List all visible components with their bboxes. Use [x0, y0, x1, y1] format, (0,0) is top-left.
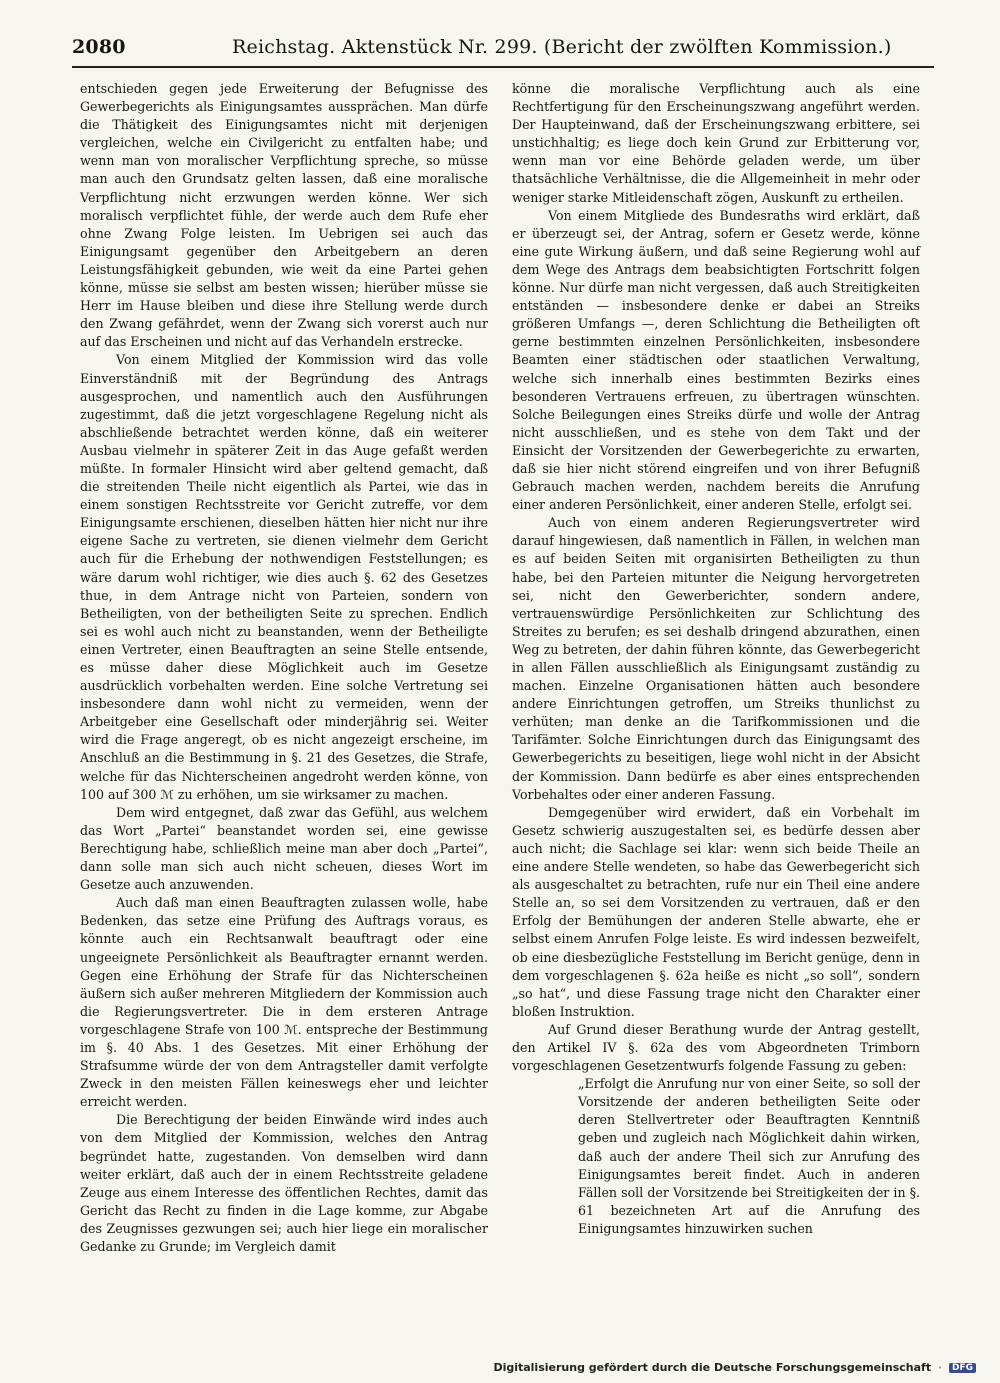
paragraph: Von einem Mitgliede des Bundesraths wird erklärt, daß er überzeugt sei, der Antrag, sofern er Gesetz werde, könne eine gute Wirkung äußern, und daß seine Regierung wohl auf dem Wege des Antrags dem beabsichtigten Fortschritt folgen könne. Nur dürfe man nicht vergessen, daß auch Streitigkeiten entständen — insbesondere denke er dabei an Streiks größeren Umfangs —, deren Schlichtung die Betheiligten oft gerne bestimmten einzelnen Persönlichkeiten, insbesondere Beamten einer städtischen oder staatlichen Verwaltung, welche sich innerhalb eines bestimmten Bezirks eines besonderen Vertrauens erfreuen, zu übertragen wünschten. Solche Beilegungen eines Streiks dürfe und wolle der Antrag nicht ausschließen, und es stehe von dem Takt und der Einsicht der Vorsitzenden der Gewerbegerichte zu erwarten, daß sie hier nicht störend eingreifen und von ihrer Befugniß Gebrauch machen werden, nachdem bereits die Anrufung einer anderen Persönlichkeit, einer anderen Stelle, erfolgt sei. — [512, 207, 920, 513]
footer-separator: · — [937, 1361, 943, 1374]
paragraph: Die Berechtigung der beiden Einwände wird indes auch von dem Mitglied der Kommission, welches den Antrag begründet hatte, zugestanden. Von demselben wird dann weiter erklärt, daß auch der in einem Rechtsstreite geladene Zeuge aus einem Interesse des öffentlichen Rechtes, damit das Gericht das Recht zu finden in die Lage komme, zur Abgabe des Zeugnisses gezwungen sei; auch hier liege ein moralischer Gedanke zu Grunde; im Vergleich damit — [80, 1112, 488, 1254]
paragraph: „Erfolgt die Anrufung nur von einer Seite, so soll der Vorsitzende der anderen betheiligten Seite oder deren Stellvertreter oder Beauftragten Kenntniß geben und zugleich nach Möglichkeit dahin wirken, daß auch der andere Theil sich zur Anrufung des Einigungsamtes bereit findet. Auch in anderen Fällen soll der Vorsitzende bei Streitigkeiten der in §. 61 bezeichneten Art auf die Anrufung des Einigungsamtes hinzuwirken suchen — [578, 1076, 920, 1236]
header-rule — [72, 66, 934, 68]
footer-credit — [493, 1361, 976, 1374]
left-column — [80, 80, 488, 1256]
paragraph: Demgegenüber wird erwidert, daß ein Vorbehalt im Gesetz schwierig auszugestalten sei, es bedürfe dessen aber auch nicht; die Sachlage sei klar: wenn sich beide Theile an eine andere Stelle wendeten, so habe das Gewerbegericht sich als ausgeschaltet zu betrachten, rufe nur ein Theil eine andere Stelle an, so sei dem Vorsitzenden zu vertrauen, daß er den Erfolg der Bemühungen der anderen Stelle abwarte, ehe er selbst einem Anrufen Folge leiste. Es wird indessen bezweifelt, ob eine diesbezügliche Feststellung im Bericht genüge, denn in dem vorgeschlagenen §. 62a heiße es nicht „so soll“, sondern „so hat“, und diese Fassung trage nicht den Charakter einer bloßen Instruktion. — [512, 804, 920, 1019]
dfg-logo-icon: DFG — [949, 1363, 976, 1373]
paragraph: Auch daß man einen Beauftragten zulassen wolle, habe Bedenken, das setze eine Prüfung des Auftrags voraus, es könnte auch ein Rechtsanwalt beauftragt oder eine ungeeignete Persönlichkeit als Beauftragter ernannt werden. Gegen eine Erhöhung der Strafe für das Nichterscheinen äußern sich außer mehreren Mitgliedern der Kommission auch die Regierungsvertreter. Die in dem ersteren Antrage vorgeschlagene Strafe von 100 ℳ. entspreche der Bestimmung im §. 40 Abs. 1 des Gesetzes. Mit einer Erhöhung der Strafsumme würde der von dem Antragsteller damit verfolgte Zweck in den meisten Fällen keineswegs eher und leichter erreicht werden. — [80, 895, 488, 1110]
page-number: 2080 — [72, 36, 126, 58]
paragraph: entschieden gegen jede Erweiterung der Befugnisse des Gewerbegerichts als Einigungsamtes aussprächen. Man dürfe die Thätigkeit des Einigungsamtes nicht mit derjenigen vergleichen, welche ein Civilgericht zu entfalten habe; und wenn man von moralischer Verpflichtung spreche, so müsse man auch den Grundsatz gelten lassen, daß eine moralische Verpflichtung nicht erzwungen werden könne. Wer sich moralisch verpflichtet fühle, der werde auch dem Rufe eher ohne Zwang Folge leisten. Im Uebrigen sei auch das Einigungsamt gegenüber den Arbeitgebern an deren Leistungsfähigkeit gebunden, wie weit da eine Partei gehen könne, müsse sie selbst am besten wissen; hierüber müsse sie Herr im Hause bleiben und diese ihre Stellung werde durch den Zwang gefährdet, wenn der Zwang sich vorerst auch nur auf das Erscheinen und nicht auf das Verhandeln erstrecke. — [80, 81, 488, 350]
footer-text: Digitalisierung gefördert durch die Deutsche Forschungsgemeinschaft — [493, 1361, 932, 1374]
paragraph: Auf Grund dieser Berathung wurde der Antrag gestellt, den Artikel IV §. 62a des vom Abgeordneten Trimborn vorgeschlagenen Gesetzentwurfs folgende Fassung zu geben: — [512, 1021, 920, 1074]
paragraph: könne die moralische Verpflichtung auch als eine Rechtfertigung für den Erscheinungszwang angeführt werden. Der Haupteinwand, daß der Erscheinungszwang erbittere, sei unstichhaltig; es liege doch kein Grund zur Erbitterung vor, wenn man vor eine Behörde geladen werde, um über thatsächliche Verhältnisse, die die Allgemeinheit in mehr oder weniger starke Mitleidenschaft zögen, Auskunft zu ertheilen. — [512, 81, 920, 205]
page-header — [72, 34, 934, 64]
right-column — [512, 80, 920, 1238]
paragraph: Von einem Mitglied der Kommission wird das volle Einverständniß mit der Begründung des Antrags ausgesprochen, und namentlich auch den Ausführungen zugestimmt, daß die jetzt vorgeschlagene Regelung nicht als abschließende betrachtet werden könne, daß ein weiterer Ausbau vielmehr in späterer Zeit in das Auge gefaßt werden müßte. In formaler Hinsicht wird aber geltend gemacht, daß die streitenden Theile nicht eigentlich als Partei, wie das in einem sonstigen Rechtsstreite vor Gericht zutreffe, vor dem Einigungsamte erschienen, dieselben hätten hier nicht nur ihre eigene Sache zu vertreten, sie dienen vielmehr dem Gericht auch für die Erhebung der nothwendigen Feststellungen; es wäre darum wohl richtiger, wie dies auch §. 62 des Gesetzes thue, in dem Antrage nicht von Parteien, sondern von Betheiligten, von der betheiligten Seite zu sprechen. Endlich sei es wohl auch nicht zu beanstanden, wenn der Betheiligte einen Vertreter, einen Beauftragten an seine Stelle entsende, es müsse daher diese Möglichkeit auch im Gesetze ausdrücklich vorbehalten werden. Eine solche Vertretung sei insbesondere dann wohl nicht zu vermeiden, wenn der Arbeitgeber eine Gesellschaft oder minderjährig sei. Weiter wird die Frage angeregt, ob es nicht angezeigt erscheine, im Anschluß an die Bestimmung in §. 21 des Gesetzes, die Strafe, welche für das Nichterscheinen angedroht werden könne, von 100 auf 300 ℳ zu erhöhen, um sie wirksamer zu machen. — [80, 352, 488, 802]
running-title: Reichstag. Aktenstück Nr. 299. (Bericht der zwölften Kommission.) — [232, 36, 892, 58]
paragraph: Auch von einem anderen Regierungsvertreter wird darauf hingewiesen, daß namentlich in Fällen, in welchen man es auf beiden Seiten mit organisirten Betheiligten zu thun habe, bei den Parteien mitunter die Neigung hervorgetreten sei, nicht den Gewerberichter, sondern andere, vertrauenswürdige Persönlichkeiten zur Schlichtung des Streites zu berufen; es sei deshalb dringend abzurathen, einen Weg zu betreten, der dahin führen könnte, das Gewerbegericht in allen Fällen ausschließlich als Einigungsamt zuständig zu machen. Einzelne Organisationen hätten auch besondere andere Einrichtungen getroffen, um Streiks thunlichst zu verhüten; man denke an die Tarifkommissionen und die Tarifämter. Solche Einrichtungen durch das Einigungsamt des Gewerbegerichts zu beseitigen, liege wohl nicht in der Absicht der Kommission. Dann bedürfe es aber eines entsprechenden Vorbehaltes oder einer anderen Fassung. — [512, 515, 920, 802]
paragraph: Dem wird entgegnet, daß zwar das Gefühl, aus welchem das Wort „Partei“ beanstandet worden sei, eine gewisse Berechtigung habe, schließlich meine man aber doch „Partei“, dann solle man sich auch nicht scheuen, dieses Wort im Gesetze auch anzuwenden. — [80, 804, 488, 893]
